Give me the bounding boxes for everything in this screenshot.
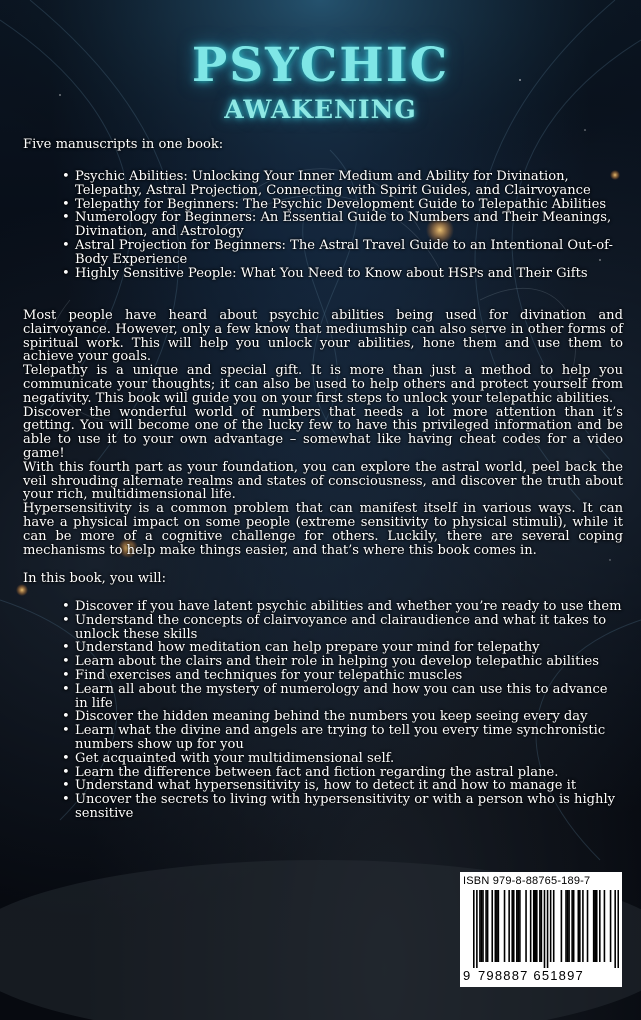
barcode-bar (614, 890, 616, 968)
barcode-bar (547, 890, 549, 968)
barcode-bar (587, 890, 589, 962)
barcode-bar (476, 890, 478, 968)
paragraph: Most people have heard about psychic abilities being used for divination and clairvoyance. However, only a few know that mediumship can also serve in other forms of spiritual work. This will help you unlock your abilities, hone them and use them to achieve your goals. (23, 308, 623, 365)
barcode-bars (473, 890, 619, 968)
list-item: • Learn the difference between fact and fiction regarding the astral plane. (23, 766, 623, 780)
barcode-bar (579, 890, 581, 962)
list-item: • Understand the concepts of clairvoyance and clairaudience and what it takes to unlock these skills (23, 614, 623, 642)
barcode-bar (481, 890, 483, 962)
barcode-bar (487, 890, 489, 962)
barcode-bar (496, 890, 498, 962)
barcode-bar (567, 890, 569, 962)
barcode-bar (573, 890, 575, 962)
list-item: • Understand what hypersensitivity is, how to detect it and how to manage it (23, 779, 623, 793)
barcode-bar (565, 890, 567, 962)
barcode-bar (511, 890, 513, 962)
paragraph: Discover the wonderful world of numbers that needs a lot more attention than it’s getting. You will become one of the lucky few to have this privileged information and be able to use it to your own advantage – somewhat like having cheat codes for a video game! (23, 404, 623, 461)
list-item: • Highly Sensitive People: What You Need to Know about HSPs and Their Gifts (23, 267, 623, 281)
barcode-bar (533, 890, 535, 962)
barcode-bar (582, 890, 584, 962)
barcode-bar (516, 890, 518, 962)
barcode-bar (504, 890, 506, 962)
barcode-bar (534, 890, 536, 962)
barcode-bar (596, 890, 598, 962)
barcode-bar (594, 890, 596, 962)
list-item: • Discover if you have latent psychic abilities and whether you’re ready to use them (23, 600, 623, 614)
list-item: • Understand how meditation can help prepare your mind for telepathy (23, 641, 623, 655)
list-item: • Psychic Abilities: Unlocking Your Inner Medium and Ability for Divination, Telepathy, Astral Projection, Connecting with Spirit Guides, and Clairvoyance (23, 170, 623, 198)
barcode-bar (536, 890, 538, 962)
title-line-2: AWAKENING (224, 95, 417, 124)
barcode-bar (610, 890, 612, 962)
barcode-bar (485, 890, 487, 962)
barcode-bar (513, 890, 515, 962)
barcode-bar (617, 890, 619, 968)
list-item: • Learn about the clairs and their role in helping you develop telepathic abilities (23, 655, 623, 669)
barcode-bar (473, 890, 475, 968)
list-item: • Uncover the secrets to living with hypersensitivity or with a person who is highly sensitive (23, 793, 623, 821)
title-logo (0, 36, 641, 124)
isbn-label: ISBN 979-8-88765-189-7 (463, 875, 591, 887)
manuscripts-list (23, 170, 623, 280)
barcode-bar (578, 890, 580, 962)
benefits-intro: In this book, you will: (23, 571, 166, 586)
barcode-bar (479, 890, 481, 962)
barcode-digits-rest: 798887 651897 (478, 968, 584, 983)
barcode-bar (544, 890, 546, 968)
paragraph: Hypersensitivity is a common problem that can manifest itself in various ways. It can have a physical impact on some people (extreme sensitivity to physical stimuli), while it can be more of a cognitive challenge for others. Luckily, there are several coping mechanisms to help make things easier, and that’s where this book comes in. (23, 501, 623, 558)
barcode-bar (571, 890, 573, 962)
barcode-bar (550, 890, 552, 962)
paragraph: With this fourth part as your foundation, you can explore the astral world, peel back the veil shrouding alternate realms and states of consciousness, and discover the truth about your rich, multidimensional life. (23, 459, 623, 503)
barcode-bar (525, 890, 527, 962)
barcode-bar (541, 890, 543, 962)
list-item: • Find exercises and techniques for your telepathic muscles (23, 669, 623, 683)
title-line-1: PSYCHIC (191, 38, 450, 93)
barcode-bar (498, 890, 500, 962)
barcode-bar (599, 890, 601, 962)
list-item: • Astral Projection for Beginners: The Astral Travel Guide to an Intentional Out-of-Body Experience (23, 239, 623, 267)
description (23, 309, 623, 557)
barcode-bar (553, 890, 555, 962)
barcode-bar (539, 890, 541, 962)
list-item: • Learn all about the mystery of numerology and how you can use this to advance in life (23, 683, 623, 711)
manuscripts-intro: Five manuscripts in one book: (23, 137, 224, 152)
barcode-bar (530, 890, 532, 962)
barcode-bar (568, 890, 570, 962)
isbn-barcode (460, 872, 622, 987)
barcode-bar (593, 890, 595, 962)
barcode-bar (508, 890, 510, 962)
list-item: • Learn what the divine and angels are trying to tell you every time synchronistic numbers show up for you (23, 724, 623, 752)
barcode-bar (491, 890, 493, 962)
list-item: • Telepathy for Beginners: The Psychic Development Guide to Telepathic Abilities (23, 198, 623, 212)
barcode-digit-first: 9 (463, 968, 472, 983)
barcode-bar (519, 890, 521, 962)
barcode-bar (495, 890, 497, 962)
barcode-bar (518, 890, 520, 962)
list-item: • Get acquainted with your multidimensional self. (23, 752, 623, 766)
barcode-bar (604, 890, 606, 962)
benefits-list (23, 600, 623, 821)
paragraph: Telepathy is a unique and special gift. It is more than just a method to help you communicate your thoughts; it can also be used to help others and protect yourself from negativity. This book will guide you on your first steps to unlock your telepathic abilities. (23, 363, 623, 406)
barcode-bar (561, 890, 563, 962)
barcode-bar (482, 890, 484, 962)
list-item: • Numerology for Beginners: An Essential Guide to Numbers and Their Meanings, Divination, and Astrology (23, 211, 623, 239)
list-item: • Discover the hidden meaning behind the numbers you keep seeing every day (23, 710, 623, 724)
